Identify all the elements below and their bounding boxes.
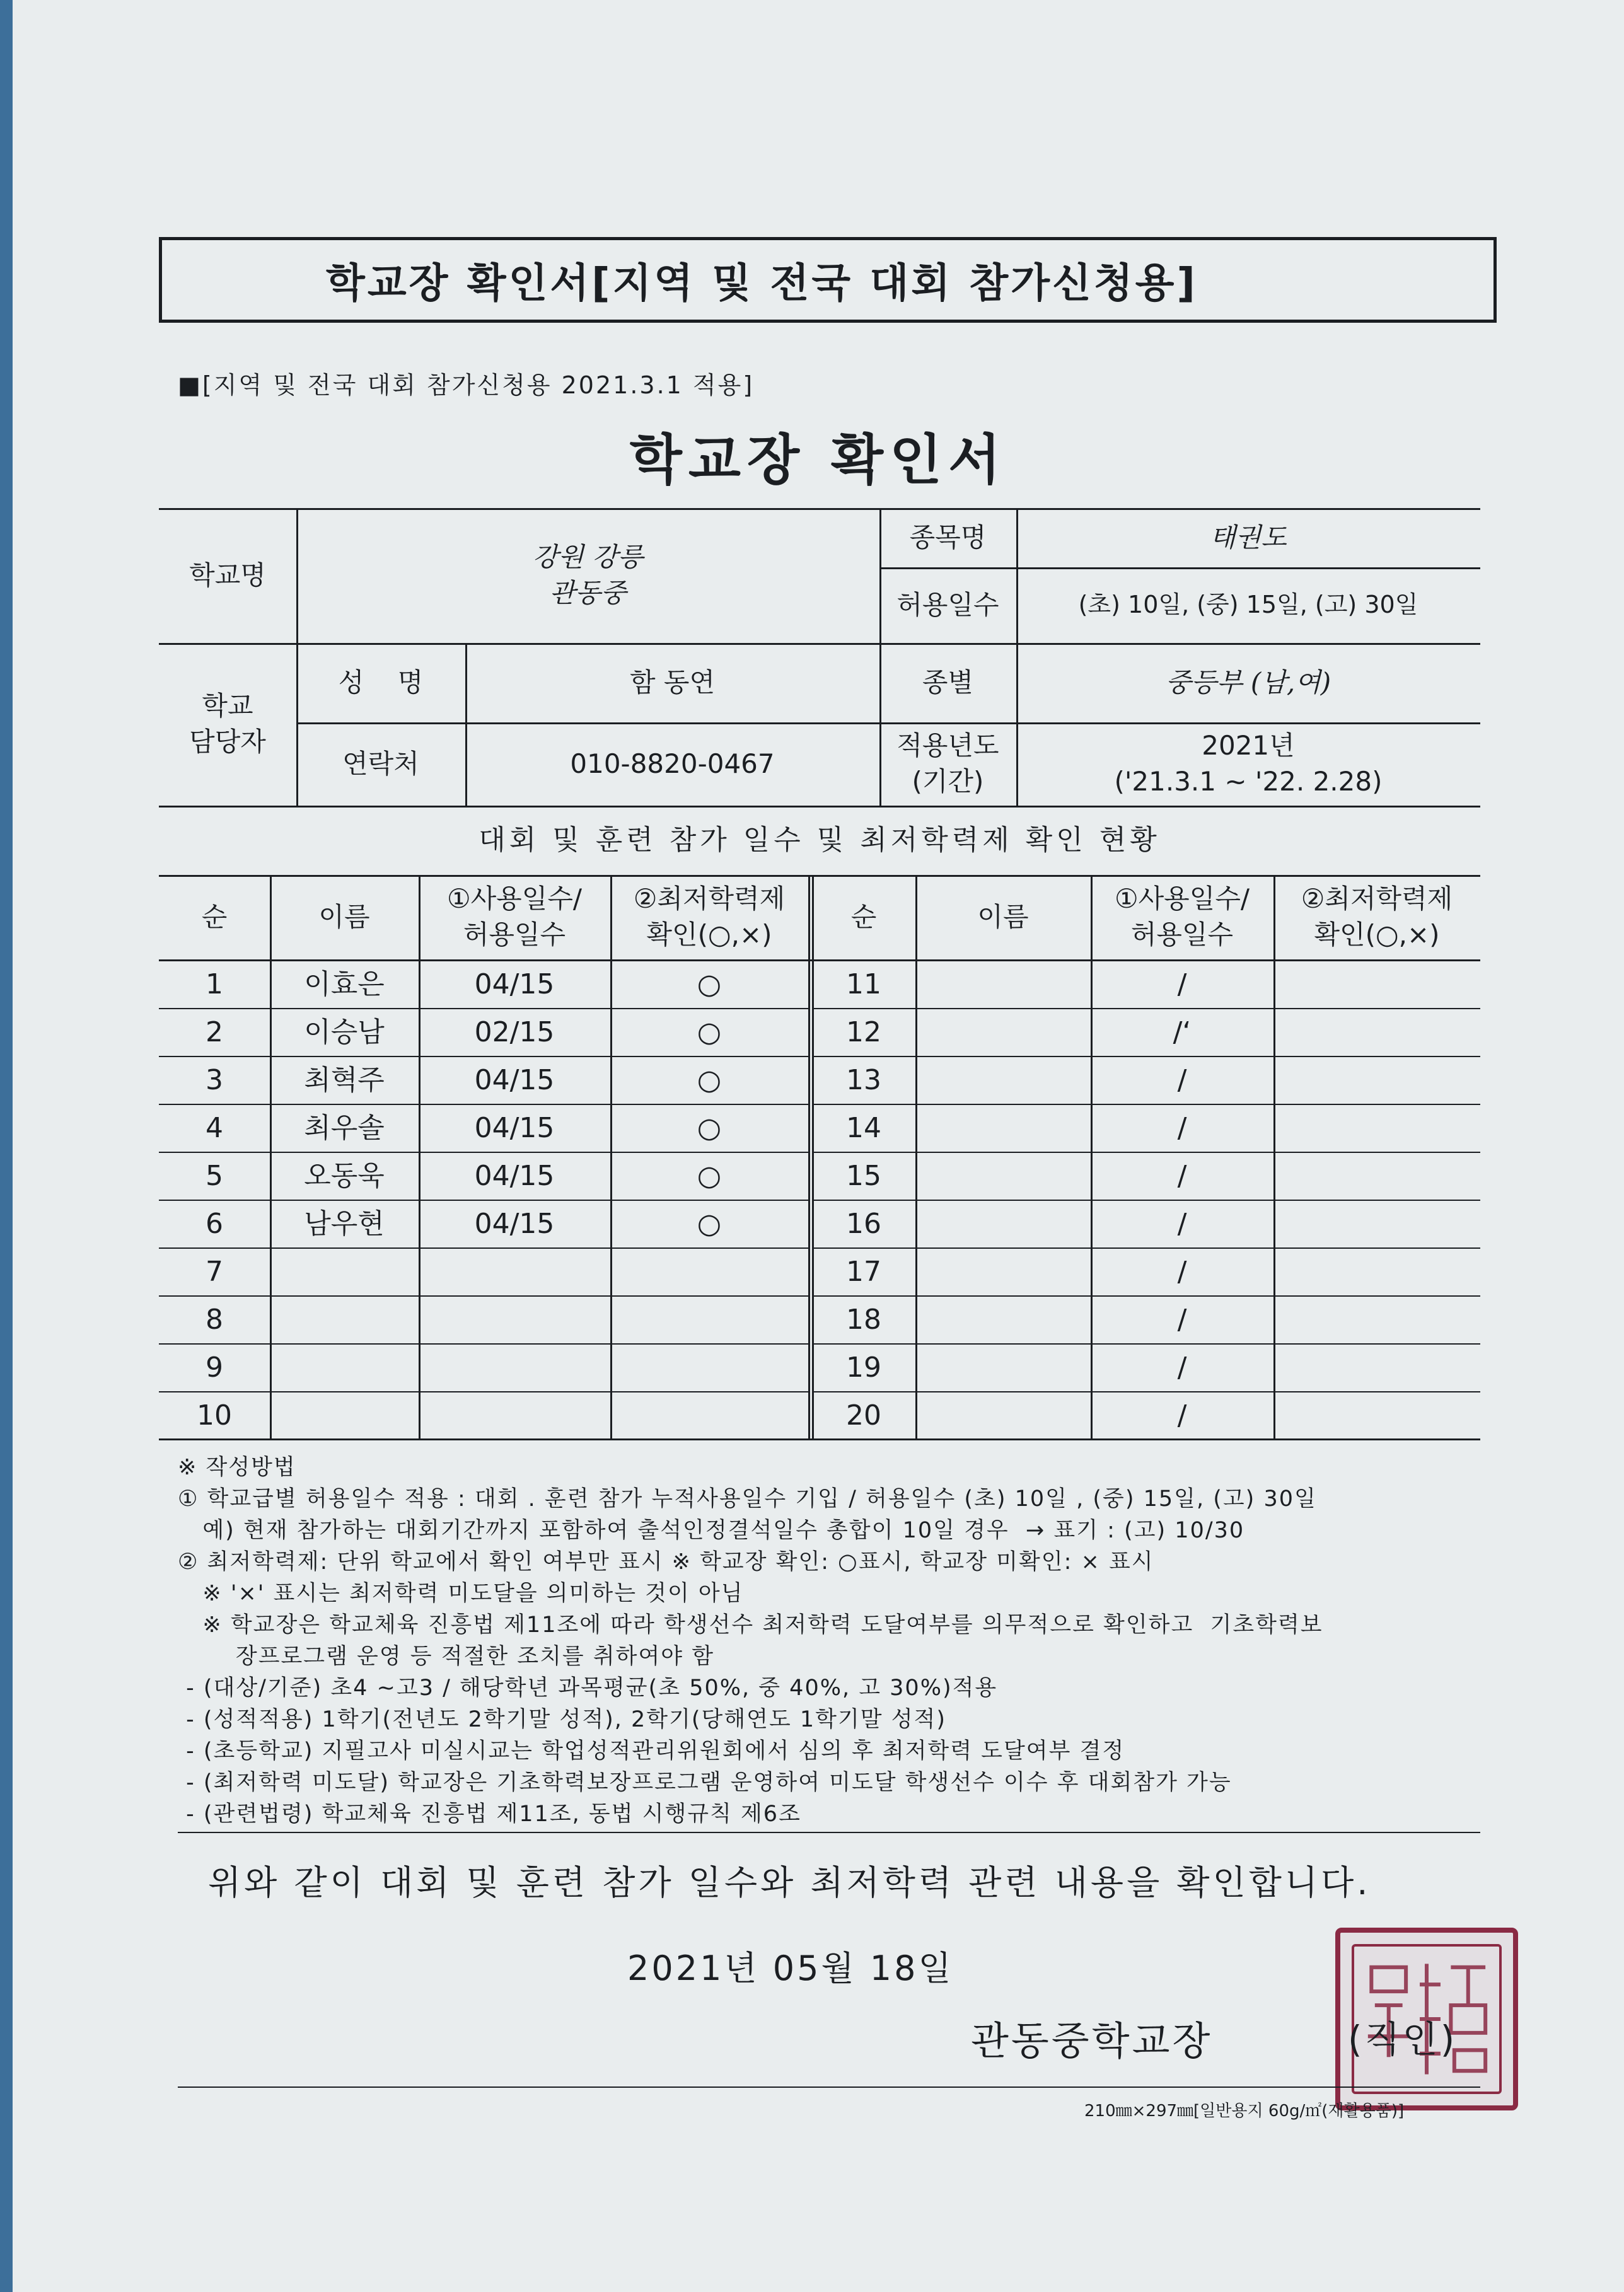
table-cell-no-left: 8	[206, 1304, 223, 1336]
notes-divider	[178, 1832, 1480, 1833]
table-cell-no-left: 9	[206, 1351, 223, 1384]
table-cell-name-right	[915, 1296, 1091, 1344]
table-cell-name-left: 이효은	[304, 968, 385, 1001]
table-cell-name-right	[915, 1200, 1091, 1248]
category-label: 종별	[922, 666, 974, 698]
form-title: 학교장 확인서[지역 및 전국 대회 참가신청용]	[326, 260, 1198, 307]
school-value	[296, 508, 879, 643]
table-cell-check-right	[1273, 1152, 1480, 1200]
header-name-left: 이름	[318, 901, 370, 932]
allowed-days-label: 허용일수	[896, 589, 999, 620]
table-cell-no-left: 4	[206, 1112, 223, 1145]
name-label: 성 명	[338, 666, 424, 698]
table-cell-name-right	[915, 1344, 1091, 1392]
year-label	[879, 722, 1016, 806]
table-cell-check-left	[610, 1344, 808, 1392]
header-no-right: 순	[850, 901, 877, 932]
year-label-line1: 적용년도	[896, 730, 999, 761]
table-cell-days-right: /	[1177, 1160, 1187, 1193]
form-title-box	[159, 237, 1497, 323]
instruction-note-line: 예) 현재 참가하는 대회기간까지 포함하여 출석인정결석일수 총합이 10일 경우 → 표기 : (고) 10/30	[178, 1518, 1245, 1543]
table-cell-days-right: /	[1177, 1208, 1187, 1241]
table-cell-check-left	[610, 1392, 808, 1440]
table-cell-check-right	[1273, 1248, 1480, 1296]
year-value	[1016, 722, 1480, 806]
table-cell-no-right: 20	[846, 1399, 881, 1432]
instruction-note-line: - (대상/기준) 초4 ~고3 / 해당학년 과목평균(초 50%, 중 40%, 고 30%)적용	[178, 1676, 998, 1701]
instruction-note-line: ※ 학교장은 학교체육 진흥법 제11조에 따라 학생선수 최저학력 도달여부를 의무적으로 확인하고 기초학력보	[178, 1612, 1323, 1638]
table-cell-days-left	[419, 1344, 610, 1392]
header-check-line2: 확인(○,×)	[1314, 919, 1440, 950]
footer-line	[178, 2087, 1480, 2088]
header-check-left	[610, 875, 808, 959]
table-cell-check-right	[1273, 1056, 1480, 1104]
table-cell-days-left	[419, 1392, 610, 1440]
contact-value: 010-8820-0467	[570, 748, 775, 779]
table-cell-days-right: /	[1177, 1304, 1187, 1336]
instruction-note-line: ※ '×' 표시는 최저학력 미도달을 의미하는 것이 아님	[178, 1581, 744, 1606]
table-cell-no-left: 1	[206, 968, 223, 1001]
header-check-line1: ②최저학력제	[633, 883, 786, 915]
manager-label-line2: 담당자	[189, 726, 266, 757]
info-bottom-line	[159, 806, 1480, 807]
table-cell-no-right: 14	[846, 1112, 881, 1145]
table-cell-name-left	[270, 1344, 419, 1392]
table-cell-no-left: 6	[206, 1208, 223, 1241]
table-cell-name-left: 최우솔	[304, 1112, 385, 1145]
paper-spec-footer: 210㎜×297㎜[일반용지 60g/㎡(재활용품)]	[1084, 2102, 1405, 2121]
table-cell-days-right: /‘	[1173, 1016, 1192, 1049]
table-cell-days-left: 04/15	[474, 968, 555, 1001]
instruction-note-line: 장프로그램 운영 등 적절한 조치를 취하여야 함	[178, 1644, 715, 1669]
table-cell-no-right: 15	[846, 1160, 881, 1193]
header-days-left	[419, 875, 610, 959]
table-cell-days-right: /	[1177, 968, 1187, 1001]
table-cell-check-left: ○	[697, 1208, 722, 1241]
table-cell-check-right	[1273, 961, 1480, 1009]
event-label: 종목명	[909, 521, 987, 553]
table-cell-no-right: 17	[846, 1256, 881, 1288]
table-cell-name-right	[915, 1056, 1091, 1104]
header-check-line2: 확인(○,×)	[646, 919, 772, 950]
table-cell-days-left: 04/15	[474, 1112, 555, 1145]
header-name-right: 이름	[977, 901, 1029, 932]
seal-label: (직인)	[1348, 2018, 1458, 2061]
table-cell-check-left: ○	[697, 1064, 722, 1097]
category-value: 중등부 (남,여)	[1165, 666, 1331, 698]
main-title: 학교장 확인서	[629, 429, 1007, 492]
table-cell-name-right	[915, 1248, 1091, 1296]
table-cell-days-right: /	[1177, 1256, 1187, 1288]
manager-label-line1: 학교	[202, 690, 253, 722]
table-cell-days-right: /	[1177, 1064, 1187, 1097]
instruction-note-line: - (최저학력 미도달) 학교장은 기초학력보장프로그램 운영하여 미도달 학생선수 이수 후 대회참가 가능	[178, 1770, 1232, 1795]
table-cell-check-right	[1273, 1009, 1480, 1056]
header-days-right	[1091, 875, 1273, 959]
table-cell-name-left: 이승남	[304, 1016, 385, 1049]
table-cell-no-left: 3	[206, 1064, 223, 1097]
table-cell-check-left	[610, 1248, 808, 1296]
date-text: 2021년 05월 18일	[627, 1948, 954, 1988]
table-cell-no-right: 12	[846, 1016, 881, 1049]
header-days-line2: 허용일수	[1130, 919, 1234, 950]
table-cell-name-left	[270, 1248, 419, 1296]
table-cell-no-left: 2	[206, 1016, 223, 1049]
table-cell-check-right	[1273, 1392, 1480, 1440]
table-cell-days-left	[419, 1296, 610, 1344]
instruction-note-line: ※ 작성방법	[178, 1455, 296, 1480]
table-cell-days-left: 04/15	[474, 1160, 555, 1193]
table-cell-name-right	[915, 961, 1091, 1009]
table-cell-check-left: ○	[697, 1016, 722, 1049]
allowed-days-value: (초) 10일, (중) 15일, (고) 30일	[1078, 591, 1418, 619]
table-cell-name-right	[915, 1152, 1091, 1200]
table-cell-no-right: 13	[846, 1064, 881, 1097]
table-cell-name-left: 오동욱	[304, 1160, 385, 1193]
manager-label	[159, 643, 296, 806]
table-cell-check-left: ○	[697, 1160, 722, 1193]
table-cell-no-right: 18	[846, 1304, 881, 1336]
event-value: 태권도	[1210, 521, 1287, 553]
header-check-right	[1273, 875, 1480, 959]
table-cell-no-left: 5	[206, 1160, 223, 1193]
table-cell-no-left: 7	[206, 1256, 223, 1288]
year-value-line1: 2021년	[1202, 730, 1295, 761]
header-no-left: 순	[201, 901, 228, 932]
table-cell-name-right	[915, 1009, 1091, 1056]
table-cell-check-right	[1273, 1104, 1480, 1152]
name-value: 함 동연	[629, 666, 716, 698]
table-cell-days-right: /	[1177, 1112, 1187, 1145]
school-value-line1: 강원 강릉	[532, 541, 644, 573]
year-value-line2: ('21.3.1 ~ '22. 2.28)	[1114, 766, 1383, 797]
form-subnote: ■[지역 및 전국 대회 참가신청용 2021.3.1 적용]	[178, 371, 755, 399]
table-cell-check-left: ○	[697, 1112, 722, 1145]
table-cell-name-right	[915, 1392, 1091, 1440]
table-cell-check-left	[610, 1296, 808, 1344]
header-check-line1: ②최저학력제	[1301, 883, 1453, 915]
principal-signature-label: 관동중학교장	[971, 2018, 1213, 2064]
school-value-line2: 관동중	[549, 577, 627, 608]
table-cell-days-left: 02/15	[474, 1016, 555, 1049]
confirm-text: 위와 같이 대회 및 훈련 참가 일수와 최저학력 관련 내용을 확인합니다.	[208, 1863, 1371, 1902]
table-cell-check-right	[1273, 1296, 1480, 1344]
instruction-note-line: - (초등학교) 지필고사 미실시교는 학업성적관리위원회에서 심의 후 최저학력 도달여부 결정	[178, 1739, 1125, 1764]
table-cell-no-left: 10	[197, 1399, 232, 1432]
header-days-line2: 허용일수	[463, 919, 566, 950]
table-cell-name-left: 남우현	[304, 1208, 385, 1241]
table-cell-check-right	[1273, 1344, 1480, 1392]
table-cell-days-right: /	[1177, 1351, 1187, 1384]
table-cell-days-left: 04/15	[474, 1208, 555, 1241]
table-v-mid1	[808, 875, 810, 1438]
table-cell-no-right: 16	[846, 1208, 881, 1241]
instruction-note-line: - (성적적용) 1학기(전년도 2학기말 성적), 2학기(당해연도 1학기말 성적)	[178, 1707, 947, 1732]
document-page	[13, 0, 1624, 2292]
table-cell-name-left: 최혁주	[304, 1064, 385, 1097]
table-cell-check-right	[1273, 1200, 1480, 1248]
table-cell-name-left	[270, 1392, 419, 1440]
year-label-line2: (기간)	[912, 766, 984, 797]
table-caption: 대회 및 훈련 참가 일수 및 최저학력제 확인 현황	[478, 824, 1161, 857]
instruction-note-line: ② 최저학력제: 단위 학교에서 확인 여부만 표시 ※ 학교장 확인: ○표시, 학교장 미확인: × 표시	[178, 1549, 1154, 1575]
table-cell-days-left	[419, 1248, 610, 1296]
instruction-note-line: - (관련법령) 학교체육 진흥법 제11조, 동법 시행규칙 제6조	[178, 1802, 801, 1827]
table-cell-no-right: 11	[846, 968, 881, 1001]
contact-label: 연락처	[342, 748, 419, 779]
instruction-note-line: ① 학교급별 허용일수 적용 : 대회 . 훈련 참가 누적사용일수 기입 / 허용일수 (초) 10일 , (중) 15일, (고) 30일	[178, 1486, 1317, 1512]
school-label: 학교명	[189, 559, 266, 591]
table-cell-days-right: /	[1177, 1399, 1187, 1432]
header-days-line1: ①사용일수/	[446, 883, 583, 915]
table-cell-no-right: 19	[846, 1351, 881, 1384]
table-cell-days-left: 04/15	[474, 1064, 555, 1097]
table-cell-name-left	[270, 1296, 419, 1344]
header-days-line1: ①사용일수/	[1114, 883, 1250, 915]
table-cell-name-right	[915, 1104, 1091, 1152]
table-cell-check-left: ○	[697, 968, 722, 1001]
